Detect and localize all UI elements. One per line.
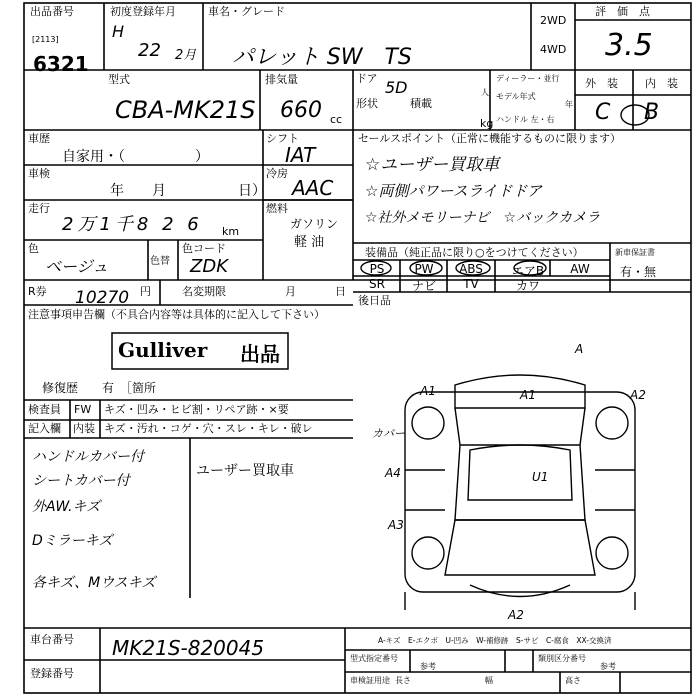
car-damage-diagram (405, 375, 635, 610)
equip-abs: ABS (459, 262, 483, 276)
reg-month: 2月 (175, 48, 197, 63)
displacement-label: 排気量 (265, 73, 298, 86)
type-designation-label: 型式指定番号 (350, 654, 398, 663)
mark-cover: カバー (372, 427, 405, 440)
mark-a-top: A (575, 342, 584, 356)
equip-leather: カワ (515, 279, 540, 293)
equipment-label: 装備品（純正品に限り○をつけてください） (365, 246, 584, 259)
two-wd: 2WD (540, 14, 567, 27)
mileage-value: 2万1千8 2 6 (62, 214, 203, 235)
mark-a2-rear: A2 (508, 608, 524, 622)
equip-airbag: エアB (511, 264, 545, 278)
era: H (112, 22, 125, 41)
dealer-label: ディーラー・並行 (496, 74, 560, 83)
warranty-value: 有・無 (620, 265, 657, 279)
reference-1: 参考 (420, 662, 436, 671)
equip-aw: AW (570, 262, 590, 276)
doors-value: 5D (385, 78, 408, 97)
width-label: 幅 (485, 676, 493, 685)
sales-point-line-2: ☆両側パワースライドドア (365, 182, 542, 200)
equip-ps: PS (369, 262, 385, 276)
ac-label: 冷房 (266, 167, 288, 180)
reference-2: 参考 (600, 662, 616, 671)
caution-label: 注意事項申告欄（不具合内容等は具体的に記入して下さい） (28, 308, 325, 321)
height-label: 高さ (565, 676, 581, 685)
name-change-label: 名変期限 (182, 285, 226, 298)
yen: 円 (140, 285, 151, 298)
entry-label: 記入欄 (28, 422, 61, 435)
mark-a1-front-left: A1 (420, 384, 436, 398)
color-label: 色 (28, 242, 39, 255)
recycle-value: 10270 (75, 288, 130, 308)
shift-label: シフト (266, 132, 299, 145)
exterior-grade: C (595, 100, 611, 125)
equip-navi: ナビ (411, 279, 436, 293)
mark-u1: U1 (532, 470, 549, 484)
note-line-3: 外AW.キズ (32, 499, 101, 515)
mark-a4: A4 (385, 466, 401, 480)
interior-check-label: 内装 (73, 422, 95, 435)
later-items-label: 後日品 (358, 294, 391, 307)
doors-label: ドア (356, 72, 378, 85)
user-buy-note: ユーザー買取車 (196, 463, 294, 479)
shape-label: 形状 (356, 97, 378, 110)
length-label: 長さ (395, 676, 411, 685)
interior-grade: B (644, 100, 660, 125)
mark-a2-front-right: A2 (630, 388, 646, 402)
chassis-label: 車台番号 (30, 633, 74, 646)
sales-point-label: セールスポイント（正常に機能するものに限ります） (358, 132, 622, 145)
rating-label: 評 価 点 (595, 5, 650, 18)
interior-label: 内 装 (645, 77, 678, 90)
displacement-unit: cc (330, 113, 343, 126)
mileage-unit: km (222, 225, 240, 238)
capacity-unit: kg (480, 117, 494, 130)
fuel-label: 燃料 (266, 202, 288, 215)
shift-value: IAT (285, 143, 316, 167)
note-line-5: 各キズ、Mウスキズ (32, 575, 156, 591)
cert-label: 車検証用途 (350, 676, 390, 685)
displacement-value: 660 (280, 98, 322, 123)
repaint-label: 色替 (150, 256, 170, 267)
first-reg-label: 初度登録年月 (110, 5, 176, 18)
fw-text: キズ・凹み・ヒビ割・リペア跡・×要 (104, 403, 289, 416)
color-code-value: ZDK (190, 256, 228, 277)
mark-a3: A3 (388, 518, 404, 532)
person-label: 人 (481, 88, 489, 97)
mileage-label: 走行 (28, 202, 50, 215)
inspection-value: 年 月 (110, 183, 166, 199)
note-line-1: ハンドルカバー付 (32, 449, 144, 465)
fuel-diesel: 軽 油 (294, 235, 325, 250)
inspector-label: 検査員 (28, 403, 61, 416)
category-label: 類別区分番号 (538, 654, 586, 663)
inspection-label: 車検 (28, 167, 50, 180)
day-char: 日 (335, 285, 346, 298)
equip-pw: PW (414, 262, 434, 276)
year-suffix: 年 (565, 100, 573, 109)
lot-sub: [2113] (32, 35, 59, 44)
lot-number: 6321 (33, 52, 89, 76)
equip-sr: SR (369, 277, 385, 291)
ac-value: AAC (292, 176, 334, 200)
interior-text: キズ・汚れ・コゲ・穴・スレ・キレ・破レ (104, 422, 313, 435)
capacity-label: 積載 (410, 97, 432, 110)
equip-tv: TV (463, 277, 479, 291)
model-label: 型式 (108, 73, 130, 86)
history-value: 自家用・（ ） (62, 149, 209, 165)
inspection-day: 日） (238, 183, 266, 199)
handle-label: ハンドル 左・右 (496, 115, 555, 124)
registration-label: 登録番号 (30, 667, 74, 680)
reg-year: 22 (138, 40, 161, 61)
four-wd: 4WD (540, 43, 567, 56)
note-line-2: シートカバー付 (32, 473, 130, 489)
lot-label: 出品番号 (30, 5, 74, 18)
warranty-label: 新車保証書 (615, 248, 655, 257)
sales-point-line-3: ☆社外メモリーナビ ☆バックカメラ (365, 210, 601, 226)
name-grade-label: 車名・グレード (208, 5, 285, 18)
exterior-label: 外 装 (585, 77, 618, 90)
model-year-label: モデル年式 (496, 92, 536, 101)
fw-label: FW (74, 403, 92, 416)
month-char: 月 (285, 285, 296, 298)
history-label: 車歴 (28, 132, 50, 145)
sales-point-line-1: ☆ユーザー買取車 (365, 155, 500, 175)
fuel-gasoline: ガソリン (290, 217, 339, 231)
mark-a1-hood: A1 (520, 388, 536, 402)
repair-label: 修復歴 有 ［箇所 (42, 381, 157, 395)
rating-value: 3.5 (605, 28, 653, 63)
color-code-label: 色コード (182, 242, 226, 255)
chassis-value: MK21S-820045 (112, 636, 265, 660)
color-value: ベージュ (45, 257, 109, 276)
damage-legend: A-キズ E-エクボ U-凹み W-補修跡 S-サビ C-腐食 XX-交換済 (378, 636, 612, 645)
note-line-4: Dミラーキズ (32, 533, 113, 549)
recycle-label: R券 (28, 285, 47, 298)
stamp-brand: Gulliver (118, 338, 208, 362)
stamp-suffix: 出品 (240, 342, 280, 366)
car-name: パレット SW TS (232, 45, 412, 70)
model-value: CBA-MK21S (115, 96, 256, 124)
